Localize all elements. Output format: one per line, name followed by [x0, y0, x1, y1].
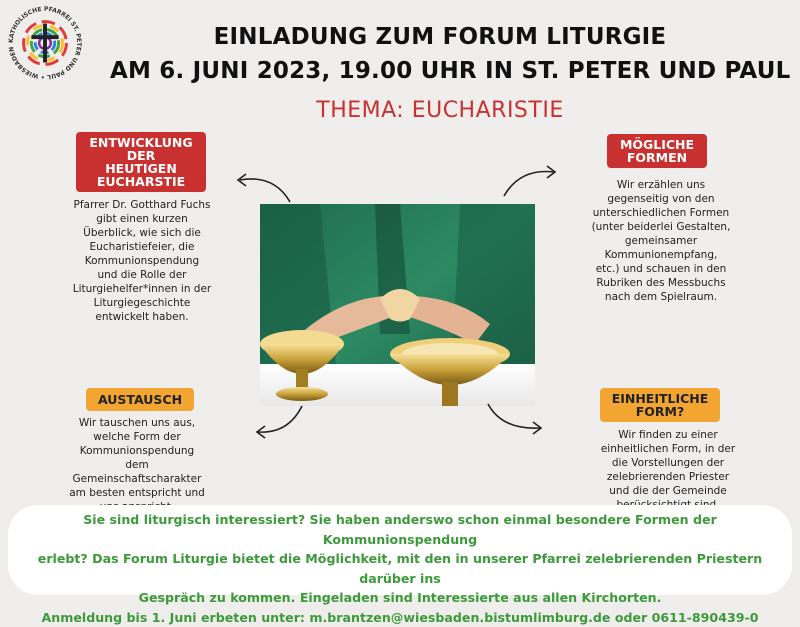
footer-line: erlebt? Das Forum Liturgie bietet die Möglichkeit, mit den in unserer Pfarrei zelebrierenden Priestern darüber ins	[28, 549, 772, 588]
footer-line: Gespräch zu kommen. Eingeladen sind Interessierte aus allen Kirchorten.	[28, 588, 772, 608]
info-footer-text	[28, 510, 772, 627]
arrow-bottom-right-icon	[484, 400, 546, 440]
development-label: ENTWICKLUNG DER HEUTIGEN EUCHARSTIE	[76, 132, 206, 192]
uniform-label: EINHEITLICHE FORM?	[600, 388, 720, 422]
footer-contact-line: Anmeldung bis 1. Juni erbeten unter: m.brantzen@wiesbaden.bistumlimburg.de oder 0611-890439-0	[28, 608, 772, 627]
theme-heading: THEMA: EUCHARISTIE	[110, 98, 770, 123]
exchange-text: Wir tauschen uns aus, welche Form der Kommunionspendung dem Gemeinschaftscharakter am besten entspricht und	[62, 416, 212, 514]
exchange-label: AUSTAUSCH	[86, 388, 194, 411]
arrow-top-right-icon	[500, 158, 560, 200]
cross-rainbow-logo-icon	[24, 22, 67, 65]
development-text: Pfarrer Dr. Gotthard Fuchs gibt einen kurzen Überblick, wie sich die Eucharistiefeier, die Kommunionspendung und die Rolle der Liturgiehelfer*innen in der Liturgiegeschichte entwickelt haben.	[54, 198, 230, 324]
forms-label: MÖGLICHE FORMEN	[607, 134, 707, 168]
title-line-2: AM 6. JUNI 2023, 19.00 UHR IN ST. PETER UND PAUL	[110, 58, 770, 84]
parish-logo	[6, 4, 84, 82]
arrow-bottom-left-icon	[252, 402, 308, 444]
title-line-1: EINLADUNG ZUM FORUM LITURGIE	[110, 24, 770, 50]
eucharist-photo	[260, 204, 535, 406]
footer-line: Sie sind liturgisch interessiert? Sie haben anderswo schon einmal besondere Formen der Kommunionspendung	[28, 510, 772, 549]
arrow-top-left-icon	[234, 166, 294, 206]
forms-text: Wir erzählen uns gegenseitig von den unterschiedlichen Formen (unter beiderlei Gestalten, gemeinsamer Kommunionempfang, etc.) und schauen in den Rubriken des Messbuchs nach dem Spielraum.	[578, 178, 744, 304]
logo-ring-text: KATHOLISCHE PFARREI ST. PETER UND PAUL • WIESBADEN	[6, 4, 82, 80]
uniform-text: Wir finden zu einer einheitlichen Form, in der die Vorstellungen der zelebrierenden Priester und die der Gemeinde	[588, 428, 748, 512]
